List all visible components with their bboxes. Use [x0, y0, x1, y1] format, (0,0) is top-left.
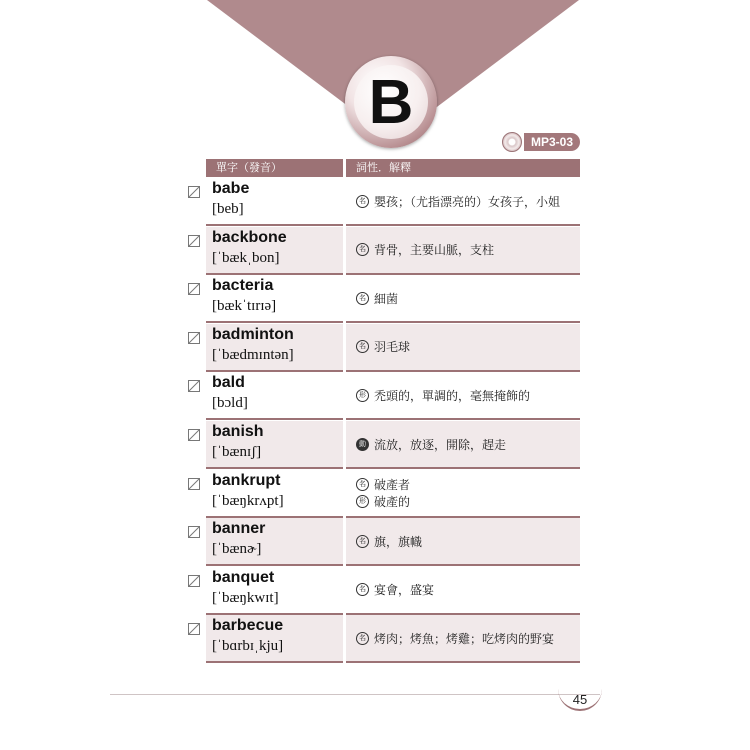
checkbox-icon[interactable] [188, 380, 200, 392]
column-header-definition: 詞性．解釋 [346, 159, 580, 177]
definition-cell [346, 470, 580, 518]
meaning-text: 禿頭的，單調的，毫無掩飾的 [374, 388, 531, 403]
part-of-speech-badge: 形 [356, 495, 369, 508]
sense [346, 241, 580, 258]
checkbox-icon[interactable] [188, 429, 200, 441]
definition-cell [346, 615, 580, 663]
checkbox-icon[interactable] [188, 186, 200, 198]
definition-cell [346, 518, 580, 566]
definition-cell [346, 227, 580, 275]
headword: backbone [212, 228, 287, 246]
word-cell [206, 567, 343, 615]
definition-cell [346, 275, 580, 323]
meaning-text: 破產者 [374, 477, 411, 492]
headword: badminton [212, 325, 294, 343]
sense [346, 533, 580, 550]
pronunciation: [ˈbædmɪntən] [212, 346, 294, 363]
meaning-text: 宴會，盛宴 [374, 583, 435, 598]
table-row [185, 518, 580, 566]
table-row [185, 567, 580, 615]
part-of-speech-badge: 名 [356, 478, 369, 491]
checkbox-icon[interactable] [188, 478, 200, 490]
pronunciation: [ˈbænɚ] [212, 541, 262, 558]
sense [346, 290, 580, 307]
definition-cell [346, 567, 580, 615]
table-row [185, 324, 580, 372]
meaning-text: 嬰孩；（尤指漂亮的）女孩子，小姐 [374, 194, 561, 209]
sense [346, 493, 580, 510]
part-of-speech-badge: 名 [356, 292, 369, 305]
part-of-speech-badge: 動 [356, 438, 369, 451]
meaning-text: 旗，旗幟 [374, 534, 423, 549]
word-cell [206, 421, 343, 469]
meaning-text: 背骨，主要山脈，支柱 [374, 243, 495, 258]
word-cell [206, 615, 343, 663]
definition-cell [346, 178, 580, 226]
pronunciation: [beb] [212, 201, 244, 217]
sense [346, 193, 580, 210]
headword: bald [212, 374, 245, 392]
word-cell [206, 372, 343, 420]
sense [346, 387, 580, 404]
sense [346, 630, 580, 647]
meaning-text: 破產的 [374, 494, 411, 509]
pronunciation: [bækˈtɪrɪə] [212, 298, 277, 315]
definition-cell [346, 324, 580, 372]
footer-divider [110, 694, 600, 695]
sense [346, 476, 580, 493]
checkbox-icon[interactable] [188, 235, 200, 247]
part-of-speech-badge: 名 [356, 583, 369, 596]
headword: bankrupt [212, 471, 281, 489]
meaning-text: 流放，放逐，開除，趕走 [374, 437, 507, 452]
meaning-text: 烤肉；烤魚；烤雞；吃烤肉的野宴 [374, 631, 555, 646]
definition-cell [346, 421, 580, 469]
checkbox-icon[interactable] [188, 526, 200, 538]
definition-cell [346, 372, 580, 420]
word-cell [206, 275, 343, 323]
word-cell [206, 227, 343, 275]
pronunciation: [ˈbækˌbon] [212, 249, 280, 266]
meaning-text: 羽毛球 [374, 340, 411, 355]
pronunciation: [bɔld] [212, 395, 248, 412]
part-of-speech-badge: 名 [356, 195, 369, 208]
checkbox-icon[interactable] [188, 623, 200, 635]
pronunciation: [ˈbænɪʃ] [212, 444, 262, 460]
headword: banquet [212, 568, 275, 586]
section-letter-badge [345, 56, 437, 148]
part-of-speech-badge: 名 [356, 340, 369, 353]
table-row [185, 275, 580, 323]
part-of-speech-badge: 名 [356, 632, 369, 645]
table-row [185, 470, 580, 518]
sense [346, 581, 580, 598]
headword: bacteria [212, 277, 274, 295]
checkbox-icon[interactable] [188, 283, 200, 295]
headword: banish [212, 423, 264, 440]
sense [346, 436, 580, 453]
cd-icon [502, 132, 522, 152]
checkbox-icon[interactable] [188, 332, 200, 344]
part-of-speech-badge: 名 [356, 243, 369, 256]
part-of-speech-badge: 形 [356, 389, 369, 402]
pronunciation: [ˈbæŋkwɪt] [212, 589, 279, 606]
word-cell [206, 324, 343, 372]
sense [346, 338, 580, 355]
word-cell [206, 518, 343, 566]
table-row [185, 421, 580, 469]
pronunciation: [ˈbæŋkrʌpt] [212, 492, 284, 509]
word-cell [206, 470, 343, 518]
table-row [185, 615, 580, 663]
table-row [185, 178, 580, 226]
table-row [185, 227, 580, 275]
checkbox-icon[interactable] [188, 575, 200, 587]
headword: babe [212, 180, 250, 197]
word-cell [206, 178, 343, 226]
part-of-speech-badge: 名 [356, 535, 369, 548]
pronunciation: [ˈbɑrbɪˌkju] [212, 638, 284, 655]
audio-track-label: MP3-03 [524, 133, 580, 151]
table-row [185, 372, 580, 420]
section-letter: B [368, 68, 414, 137]
page-number: 45 [572, 692, 588, 707]
column-header-word: 單字（發音） [206, 159, 343, 177]
headword: barbecue [212, 617, 284, 635]
headword: banner [212, 520, 266, 538]
meaning-text: 細菌 [374, 291, 399, 306]
